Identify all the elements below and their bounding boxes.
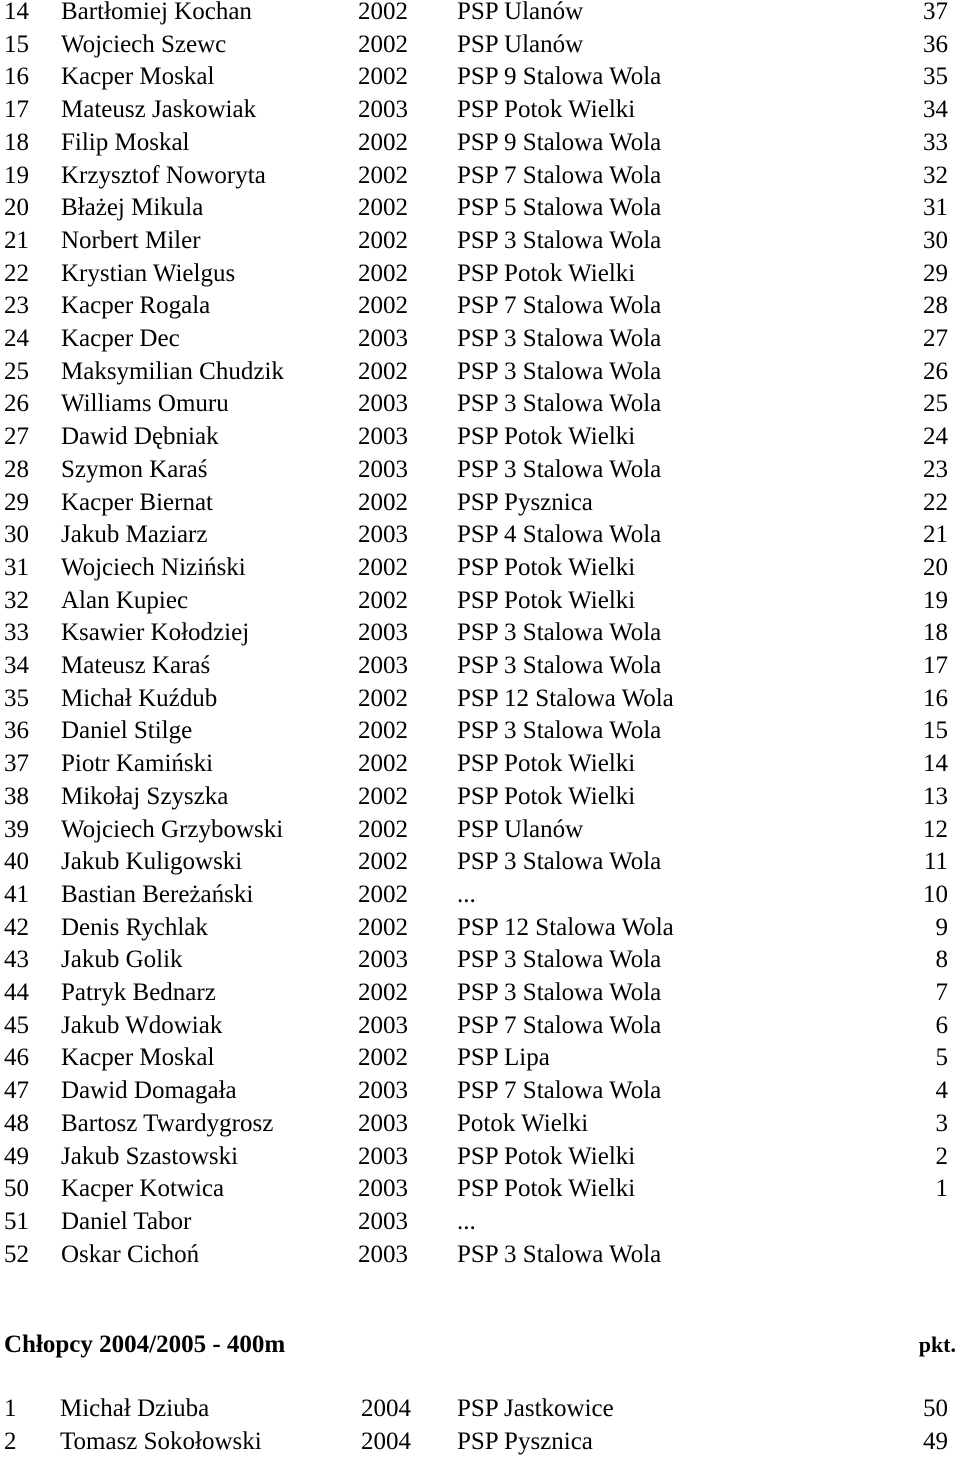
- place-cell: 16: [4, 63, 29, 91]
- table-row: [0, 1075, 960, 1107]
- year-cell: 2002: [358, 553, 408, 581]
- points-cell: 32: [923, 161, 948, 189]
- year-cell: 2003: [358, 619, 408, 647]
- name-cell: Jakub Kuligowski: [61, 848, 243, 876]
- year-cell: 2002: [358, 259, 408, 287]
- year-cell: 2002: [358, 226, 408, 254]
- name-cell: Dawid Domagała: [61, 1077, 237, 1105]
- name-cell: Wojciech Grzybowski: [61, 815, 284, 843]
- school-cell: PSP Potok Wielki: [457, 259, 636, 287]
- points-cell: 36: [923, 30, 948, 58]
- school-cell: ...: [457, 880, 476, 908]
- place-cell: 42: [4, 913, 29, 941]
- name-cell: Jakub Szastowski: [61, 1142, 239, 1170]
- name-cell: Mateusz Karaś: [61, 652, 211, 679]
- place-cell: 19: [4, 161, 29, 189]
- place-cell: 26: [4, 390, 29, 418]
- school-cell: PSP 3 Stalowa Wola: [457, 946, 662, 974]
- points-cell: 30: [923, 226, 948, 254]
- points-cell: 21: [923, 521, 948, 549]
- place-cell: 21: [4, 226, 29, 254]
- table-row: [0, 487, 960, 519]
- table-row: [0, 552, 960, 584]
- year-cell: 2002: [358, 1044, 408, 1072]
- name-cell: Alan Kupiec: [61, 586, 189, 614]
- table-row: [0, 650, 960, 682]
- year-cell: 2002: [358, 0, 408, 25]
- name-cell: Mateusz Jaskowiak: [61, 96, 257, 124]
- points-cell: 37: [923, 0, 948, 25]
- place-cell: 22: [4, 259, 29, 287]
- table-row: [0, 454, 960, 486]
- year-cell: 2002: [358, 357, 408, 385]
- place-cell: 51: [4, 1207, 29, 1235]
- school-cell: PSP Ulanów: [457, 815, 584, 843]
- year-cell: 2003: [358, 652, 408, 679]
- name-cell: Kacper Moskal: [61, 1044, 215, 1072]
- place-cell: 32: [4, 586, 29, 614]
- place-cell: 18: [4, 128, 29, 156]
- name-cell: Kacper Kotwica: [61, 1175, 225, 1203]
- table-row: [0, 1426, 960, 1458]
- points-cell: 19: [923, 586, 948, 614]
- year-cell: 2003: [358, 325, 408, 352]
- points-cell: 10: [923, 880, 948, 908]
- school-cell: PSP 3 Stalowa Wola: [457, 619, 662, 647]
- place-cell: 47: [4, 1077, 29, 1105]
- table-row: [0, 585, 960, 617]
- school-cell: PSP 9 Stalowa Wola: [457, 63, 662, 91]
- year-cell: 2002: [358, 815, 408, 843]
- year-cell: 2003: [358, 1142, 408, 1170]
- table-row: [0, 879, 960, 911]
- place-cell: 25: [4, 357, 29, 385]
- table-row: [0, 912, 960, 944]
- points-cell: 2: [935, 1142, 948, 1170]
- name-cell: Bartłomiej Kochan: [61, 0, 252, 25]
- name-cell: Bartosz Twardygrosz: [61, 1109, 274, 1137]
- table-row: [0, 29, 960, 61]
- year-cell: 2002: [358, 63, 408, 91]
- school-cell: PSP Potok Wielki: [457, 96, 636, 124]
- year-cell: 2003: [358, 455, 408, 483]
- year-cell: 2002: [358, 684, 408, 712]
- place-cell: 15: [4, 30, 29, 58]
- points-cell: 31: [923, 194, 948, 222]
- year-cell: 2002: [358, 488, 408, 516]
- name-cell: Jakub Maziarz: [61, 521, 208, 549]
- table-row: [0, 1206, 960, 1238]
- year-cell: 2003: [358, 96, 408, 124]
- name-cell: Jakub Wdowiak: [61, 1011, 223, 1039]
- name-cell: Patryk Bednarz: [61, 979, 216, 1006]
- points-cell: 3: [935, 1109, 948, 1137]
- school-cell: PSP Potok Wielki: [457, 586, 636, 614]
- school-cell: PSP Ulanów: [457, 0, 584, 25]
- place-cell: 43: [4, 946, 29, 974]
- name-cell: Błażej Mikula: [61, 194, 204, 222]
- place-cell: 29: [4, 488, 29, 516]
- name-cell: Filip Moskal: [61, 128, 190, 156]
- place-cell: 40: [4, 848, 29, 876]
- name-cell: Krystian Wielgus: [61, 259, 236, 287]
- points-cell: 5: [935, 1044, 948, 1072]
- table-row: [0, 61, 960, 93]
- year-cell: 2003: [358, 1240, 408, 1268]
- table-row: [0, 388, 960, 420]
- table-row: [0, 781, 960, 813]
- place-cell: 45: [4, 1011, 29, 1039]
- points-cell: 26: [923, 357, 948, 385]
- points-cell: 1: [935, 1175, 948, 1203]
- year-cell: 2003: [358, 423, 408, 451]
- name-cell: Tomasz Sokołowski: [60, 1428, 262, 1455]
- name-cell: Williams Omuru: [61, 390, 229, 418]
- name-cell: Dawid Dębniak: [61, 423, 219, 451]
- table-row: [0, 814, 960, 846]
- table-row: [0, 977, 960, 1009]
- points-cell: 18: [923, 619, 948, 647]
- year-cell: 2002: [358, 128, 408, 156]
- points-cell: 17: [923, 652, 948, 679]
- school-cell: PSP Jastkowice: [457, 1395, 614, 1422]
- year-cell: 2003: [358, 1011, 408, 1039]
- school-cell: PSP 7 Stalowa Wola: [457, 1011, 662, 1039]
- place-cell: 2: [4, 1428, 17, 1455]
- place-cell: 1: [4, 1395, 17, 1422]
- place-cell: 48: [4, 1109, 29, 1137]
- name-cell: Oskar Cichoń: [61, 1240, 200, 1268]
- points-cell: 24: [923, 423, 948, 451]
- school-cell: PSP 3 Stalowa Wola: [457, 390, 662, 418]
- school-cell: PSP 12 Stalowa Wola: [457, 913, 674, 941]
- table-row: [0, 748, 960, 780]
- place-cell: 20: [4, 194, 29, 222]
- points-cell: 49: [923, 1428, 948, 1455]
- school-cell: PSP 12 Stalowa Wola: [457, 684, 674, 712]
- place-cell: 38: [4, 782, 29, 810]
- table-row: [0, 0, 960, 28]
- points-cell: 15: [923, 717, 948, 745]
- year-cell: 2004: [361, 1428, 411, 1455]
- table-row: [0, 258, 960, 290]
- points-cell: 9: [935, 913, 948, 941]
- school-cell: PSP Ulanów: [457, 30, 584, 58]
- year-cell: 2003: [358, 1109, 408, 1137]
- school-cell: PSP 7 Stalowa Wola: [457, 1077, 662, 1105]
- place-cell: 37: [4, 750, 29, 778]
- school-cell: Potok Wielki: [457, 1109, 589, 1137]
- place-cell: 24: [4, 325, 29, 352]
- school-cell: PSP 4 Stalowa Wola: [457, 521, 662, 549]
- school-cell: PSP Potok Wielki: [457, 1142, 636, 1170]
- name-cell: Daniel Tabor: [61, 1207, 192, 1235]
- points-cell: 20: [923, 553, 948, 581]
- place-cell: 28: [4, 455, 29, 483]
- year-cell: 2003: [358, 1175, 408, 1203]
- table-row: [0, 519, 960, 551]
- school-cell: PSP 9 Stalowa Wola: [457, 128, 662, 156]
- name-cell: Mikołaj Szyszka: [61, 782, 229, 810]
- school-cell: PSP 3 Stalowa Wola: [457, 325, 662, 352]
- year-cell: 2003: [358, 1207, 408, 1235]
- year-cell: 2003: [358, 521, 408, 549]
- year-cell: 2002: [358, 750, 408, 778]
- year-cell: 2003: [358, 390, 408, 418]
- place-cell: 27: [4, 423, 29, 451]
- points-cell: 23: [923, 455, 948, 483]
- table-row: [0, 617, 960, 649]
- name-cell: Denis Rychlak: [61, 913, 208, 941]
- school-cell: PSP 7 Stalowa Wola: [457, 292, 662, 320]
- name-cell: Krzysztof Noworyta: [61, 161, 266, 189]
- points-cell: 50: [923, 1395, 948, 1422]
- place-cell: 14: [4, 0, 29, 25]
- place-cell: 23: [4, 292, 29, 320]
- school-cell: ...: [457, 1207, 476, 1235]
- name-cell: Daniel Stilge: [61, 717, 193, 745]
- table-row: [0, 1042, 960, 1074]
- place-cell: 17: [4, 96, 29, 124]
- name-cell: Kacper Rogala: [61, 292, 211, 320]
- school-cell: PSP 3 Stalowa Wola: [457, 848, 662, 876]
- table-row: [0, 846, 960, 878]
- place-cell: 39: [4, 815, 29, 843]
- place-cell: 31: [4, 553, 29, 581]
- place-cell: 33: [4, 619, 29, 647]
- table-row: [0, 160, 960, 192]
- points-cell: 27: [923, 325, 948, 352]
- points-cell: 11: [923, 848, 948, 876]
- year-cell: 2002: [358, 848, 408, 876]
- name-cell: Bastian Bereżański: [61, 880, 254, 908]
- table-row: [0, 944, 960, 976]
- place-cell: 44: [4, 979, 29, 1006]
- school-cell: PSP Potok Wielki: [457, 423, 636, 451]
- school-cell: PSP Potok Wielki: [457, 782, 636, 810]
- year-cell: 2002: [358, 913, 408, 941]
- points-cell: 29: [923, 259, 948, 287]
- school-cell: PSP 3 Stalowa Wola: [457, 717, 662, 745]
- table-row: [0, 715, 960, 747]
- year-cell: 2002: [358, 30, 408, 58]
- year-cell: 2002: [358, 194, 408, 222]
- table-row: [0, 1141, 960, 1173]
- year-cell: 2002: [358, 292, 408, 320]
- name-cell: Michał Kuźdub: [61, 684, 218, 712]
- table-row: [0, 1108, 960, 1140]
- name-cell: Kacper Biernat: [61, 488, 214, 516]
- points-cell: 4: [935, 1077, 948, 1105]
- school-cell: PSP 3 Stalowa Wola: [457, 652, 662, 679]
- year-cell: 2002: [358, 880, 408, 908]
- section-title: Chłopcy 2004/2005 - 400m: [4, 1331, 286, 1358]
- place-cell: 52: [4, 1240, 29, 1268]
- school-cell: PSP 7 Stalowa Wola: [457, 161, 662, 189]
- school-cell: PSP 3 Stalowa Wola: [457, 455, 662, 483]
- year-cell: 2003: [358, 946, 408, 974]
- table-row: [0, 1173, 960, 1205]
- name-cell: Wojciech Niziński: [61, 553, 246, 581]
- school-cell: PSP 3 Stalowa Wola: [457, 226, 662, 254]
- name-cell: Kacper Dec: [61, 325, 180, 352]
- name-cell: Michał Dziuba: [60, 1395, 210, 1422]
- table-row: [0, 192, 960, 224]
- year-cell: 2003: [358, 1077, 408, 1105]
- school-cell: PSP 5 Stalowa Wola: [457, 194, 662, 222]
- year-cell: 2002: [358, 979, 408, 1006]
- table-row: [0, 421, 960, 453]
- table-row: [0, 683, 960, 715]
- table-row: [0, 356, 960, 388]
- table-row: [0, 290, 960, 322]
- points-cell: 22: [923, 488, 948, 516]
- year-cell: 2002: [358, 717, 408, 745]
- school-cell: PSP 3 Stalowa Wola: [457, 1240, 662, 1268]
- year-cell: 2004: [361, 1395, 411, 1422]
- name-cell: Ksawier Kołodziej: [61, 619, 250, 647]
- table-row: [0, 127, 960, 159]
- school-cell: PSP 3 Stalowa Wola: [457, 357, 662, 385]
- name-cell: Norbert Miler: [61, 226, 201, 254]
- school-cell: PSP Pysznica: [457, 488, 593, 516]
- name-cell: Wojciech Szewc: [61, 30, 227, 58]
- table-row: [0, 225, 960, 257]
- points-cell: 25: [923, 390, 948, 418]
- points-cell: 33: [923, 128, 948, 156]
- place-cell: 35: [4, 684, 29, 712]
- points-cell: 13: [923, 782, 948, 810]
- points-cell: 8: [935, 946, 948, 974]
- points-cell: 35: [923, 63, 948, 91]
- year-cell: 2002: [358, 161, 408, 189]
- place-cell: 36: [4, 717, 29, 745]
- year-cell: 2002: [358, 782, 408, 810]
- place-cell: 30: [4, 521, 29, 549]
- table-row: [0, 323, 960, 355]
- points-cell: 7: [935, 979, 948, 1006]
- name-cell: Jakub Golik: [61, 946, 183, 974]
- school-cell: PSP Lipa: [457, 1044, 550, 1072]
- school-cell: PSP 3 Stalowa Wola: [457, 979, 662, 1006]
- place-cell: 41: [4, 880, 29, 908]
- table-row: [0, 94, 960, 126]
- year-cell: 2002: [358, 586, 408, 614]
- name-cell: Maksymilian Chudzik: [61, 357, 284, 385]
- points-cell: 34: [923, 96, 948, 124]
- name-cell: Kacper Moskal: [61, 63, 215, 91]
- table-row: [0, 1239, 960, 1271]
- name-cell: Piotr Kamiński: [61, 750, 214, 778]
- points-cell: 28: [923, 292, 948, 320]
- name-cell: Szymon Karaś: [61, 455, 208, 483]
- school-cell: PSP Potok Wielki: [457, 553, 636, 581]
- place-cell: 50: [4, 1175, 29, 1203]
- points-cell: 14: [923, 750, 948, 778]
- points-column-header: pkt.: [918, 1332, 956, 1357]
- school-cell: PSP Pysznica: [457, 1428, 593, 1455]
- school-cell: PSP Potok Wielki: [457, 750, 636, 778]
- table-row: [0, 1393, 960, 1425]
- table-row: [0, 1010, 960, 1042]
- place-cell: 34: [4, 652, 29, 679]
- points-cell: 12: [923, 815, 948, 843]
- place-cell: 49: [4, 1142, 29, 1170]
- school-cell: PSP Potok Wielki: [457, 1175, 636, 1203]
- points-cell: 16: [923, 684, 948, 712]
- points-cell: 6: [935, 1011, 948, 1039]
- place-cell: 46: [4, 1044, 29, 1072]
